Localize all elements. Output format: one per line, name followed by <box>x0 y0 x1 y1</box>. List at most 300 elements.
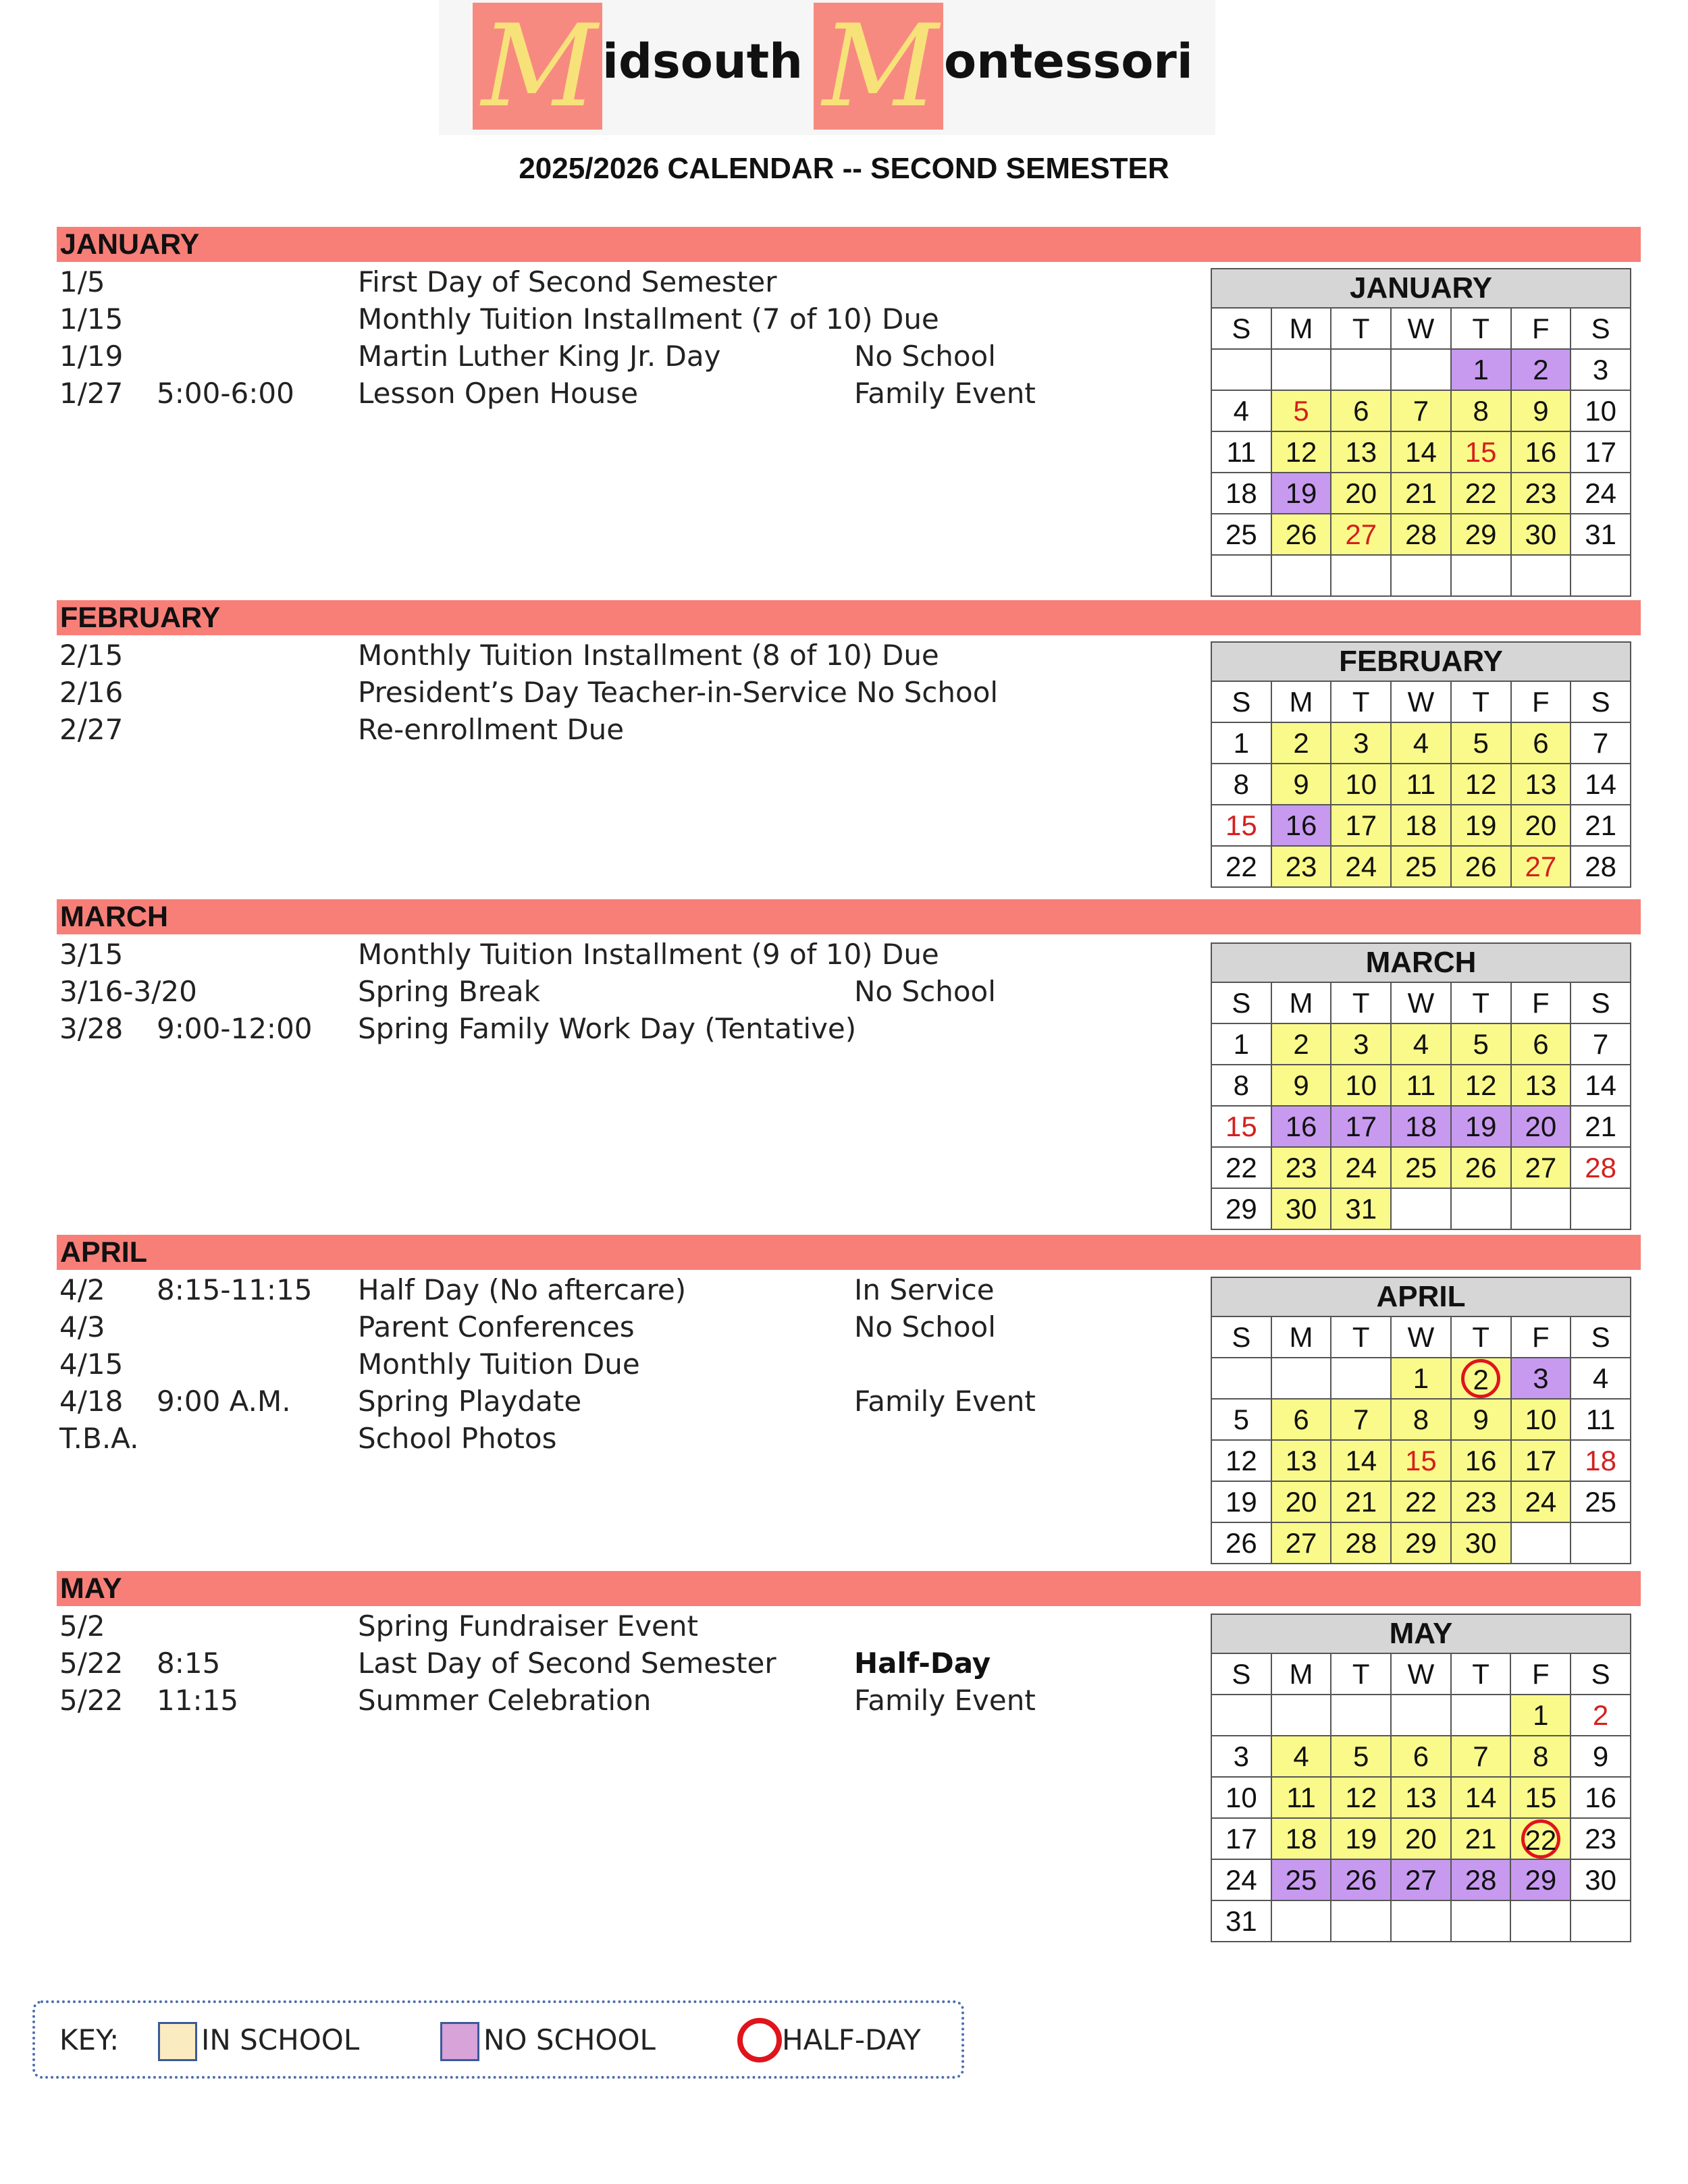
calendar-empty-cell <box>1331 1900 1391 1942</box>
logo-initial-box-1 <box>473 0 602 132</box>
calendar-day-cell: 18 <box>1391 805 1451 846</box>
calendar-day-cell: 30 <box>1511 514 1571 555</box>
calendar-day-cell: 9 <box>1571 1736 1631 1777</box>
event-time: 9:00-12:00 <box>157 1012 313 1045</box>
calendar-day-cell: 1 <box>1211 722 1271 764</box>
logo-initial-box-2 <box>814 0 943 132</box>
calendar-day-cell: 22 <box>1451 473 1511 514</box>
event-note: In Service <box>854 1273 995 1306</box>
calendar-day-cell: 29 <box>1451 514 1511 555</box>
calendar-title: JANUARY <box>1211 269 1631 308</box>
weekday-header: W <box>1391 681 1451 722</box>
calendar-day-cell: 4 <box>1391 1023 1451 1065</box>
weekday-header: F <box>1511 308 1571 349</box>
calendar-title-row <box>1211 1614 1631 1653</box>
calendar-day-cell: 26 <box>1451 846 1511 887</box>
calendar-day-cell: 6 <box>1331 390 1391 431</box>
calendar-day-cell: 14 <box>1331 1440 1391 1481</box>
event-description: Monthly Tuition Installment (8 of 10) Due <box>358 639 939 672</box>
weekday-header: S <box>1211 681 1271 722</box>
weekday-header-row <box>1211 1316 1631 1358</box>
calendar-week-row <box>1211 1777 1631 1818</box>
calendar-day-cell: 16 <box>1271 1106 1331 1147</box>
weekday-header: F <box>1511 982 1571 1023</box>
school-logo <box>439 0 1215 135</box>
event-description: Spring Break <box>358 975 540 1008</box>
calendar-empty-cell <box>1331 349 1391 390</box>
weekday-header: F <box>1510 1653 1571 1695</box>
event-description: Half Day (No aftercare) <box>358 1273 687 1306</box>
half-day-circle-icon <box>737 2018 782 2062</box>
event-row <box>0 1010 1182 1047</box>
event-description: Monthly Tuition Due <box>358 1348 640 1381</box>
weekday-header: T <box>1331 681 1391 722</box>
event-description: Last Day of Second Semester <box>358 1647 776 1680</box>
calendar-day-cell: 15 <box>1510 1777 1571 1818</box>
calendar-day-cell: 29 <box>1391 1522 1451 1564</box>
month-bar-label: MAY <box>60 1572 122 1605</box>
calendar-title: FEBRUARY <box>1211 642 1631 681</box>
event-note: Family Event <box>854 377 1036 410</box>
calendar-day-cell: 28 <box>1391 514 1451 555</box>
calendar-day-cell: 31 <box>1571 514 1631 555</box>
event-time: 8:15 <box>157 1647 221 1680</box>
calendar-day-cell: 28 <box>1451 1859 1511 1900</box>
calendar-day-cell: 5 <box>1271 390 1331 431</box>
calendar-empty-cell <box>1211 1695 1271 1736</box>
event-description: Parent Conferences <box>358 1310 635 1343</box>
event-row <box>0 1420 1182 1457</box>
calendar-day-cell: 14 <box>1451 1777 1511 1818</box>
calendar-day-cell: 19 <box>1451 805 1511 846</box>
calendar-day-cell: 26 <box>1271 514 1331 555</box>
weekday-header-row <box>1211 681 1631 722</box>
calendar-day-cell: 8 <box>1510 1736 1571 1777</box>
calendar-day-cell: 4 <box>1391 722 1451 764</box>
calendar-day-cell: 18 <box>1571 1440 1631 1481</box>
calendar-week-row <box>1211 1859 1631 1900</box>
calendar-day-cell: 12 <box>1331 1777 1391 1818</box>
event-row <box>0 674 1182 711</box>
calendar-title: MARCH <box>1211 943 1631 982</box>
calendar-empty-cell <box>1391 1900 1451 1942</box>
calendar-day-cell: 1 <box>1391 1358 1451 1399</box>
calendar-week-row <box>1211 473 1631 514</box>
key-label: KEY: <box>59 2023 120 2056</box>
calendar-day-cell: 25 <box>1271 1859 1331 1900</box>
calendar-day-cell: 27 <box>1331 514 1391 555</box>
calendar-day-cell: 7 <box>1571 1023 1631 1065</box>
event-description: Monthly Tuition Installment (7 of 10) Due <box>358 302 939 336</box>
calendar-day-cell: 22 <box>1211 846 1271 887</box>
event-date: 4/3 <box>59 1310 105 1343</box>
page-title: 2025/2026 CALENDAR -- SECOND SEMESTER <box>519 152 1169 185</box>
calendar-empty-cell <box>1511 1188 1571 1229</box>
calendar-week-row <box>1211 722 1631 764</box>
calendar-day-cell: 12 <box>1271 431 1331 473</box>
event-row <box>0 973 1182 1010</box>
calendar-day-cell: 6 <box>1511 1023 1571 1065</box>
calendar-day-cell: 20 <box>1391 1818 1451 1859</box>
legend-key <box>32 2000 964 2079</box>
calendar-empty-cell <box>1271 349 1331 390</box>
month-bar <box>57 1571 1641 1606</box>
calendar-day-cell: 5 <box>1331 1736 1391 1777</box>
calendar-week-row <box>1211 846 1631 887</box>
event-description: President’s Day Teacher-in-Service No School <box>358 676 999 709</box>
event-row <box>0 1271 1182 1308</box>
calendar-day-cell: 6 <box>1511 722 1571 764</box>
event-note: No School <box>854 975 996 1008</box>
calendar-day-cell: 10 <box>1571 390 1631 431</box>
calendar-day-cell: 5 <box>1211 1399 1271 1440</box>
calendar-empty-cell <box>1571 1188 1631 1229</box>
weekday-header: T <box>1451 1653 1511 1695</box>
event-description: School Photos <box>358 1422 557 1455</box>
calendar-day-cell: 11 <box>1391 1065 1451 1106</box>
weekday-header: W <box>1391 1316 1451 1358</box>
weekday-header: T <box>1451 1316 1511 1358</box>
calendar-week-row <box>1211 1522 1631 1564</box>
calendar-day-cell: 2 <box>1511 349 1571 390</box>
no-school-label: NO SCHOOL <box>483 2023 656 2056</box>
event-date: 3/16-3/20 <box>59 975 197 1008</box>
calendar-day-cell: 17 <box>1331 805 1391 846</box>
weekday-header: T <box>1331 982 1391 1023</box>
calendar-day-cell: 23 <box>1571 1818 1631 1859</box>
calendar-day-cell: 21 <box>1391 473 1451 514</box>
no-school-swatch <box>440 2022 479 2061</box>
calendar-day-cell: 16 <box>1451 1440 1511 1481</box>
month-bar <box>57 899 1641 934</box>
weekday-header: S <box>1211 308 1271 349</box>
calendar-week-row <box>1211 431 1631 473</box>
event-time: 5:00-6:00 <box>157 377 294 410</box>
calendar-day-cell: 19 <box>1331 1818 1391 1859</box>
calendar-week-row <box>1211 514 1631 555</box>
calendar-day-cell: 27 <box>1511 846 1571 887</box>
calendar-empty-cell <box>1451 555 1511 596</box>
calendar-empty-cell <box>1571 1900 1631 1942</box>
calendar-day-cell: 15 <box>1451 431 1511 473</box>
calendar-week-row <box>1211 1399 1631 1440</box>
event-row <box>0 711 1182 748</box>
calendar-day-cell: 26 <box>1331 1859 1391 1900</box>
calendar-day-cell: 13 <box>1511 764 1571 805</box>
calendar-empty-cell <box>1511 1522 1571 1564</box>
calendar-empty-cell <box>1571 555 1631 596</box>
calendar-day-cell: 15 <box>1211 1106 1271 1147</box>
calendar-day-cell: 14 <box>1571 764 1631 805</box>
event-description: First Day of Second Semester <box>358 265 777 298</box>
weekday-header: T <box>1451 308 1511 349</box>
event-description: Lesson Open House <box>358 377 639 410</box>
weekday-header: S <box>1571 681 1631 722</box>
calendar-week-row <box>1211 1695 1631 1736</box>
calendar-day-cell: 9 <box>1271 1065 1331 1106</box>
calendar-day-cell: 20 <box>1511 805 1571 846</box>
weekday-header: T <box>1331 1653 1391 1695</box>
event-date: T.B.A. <box>59 1422 139 1455</box>
calendar-day-cell: 4 <box>1271 1736 1331 1777</box>
event-row <box>0 1607 1182 1645</box>
weekday-header: W <box>1391 982 1451 1023</box>
event-row <box>0 375 1182 412</box>
weekday-header-row <box>1211 1653 1631 1695</box>
calendar-day-cell: 2 <box>1271 722 1331 764</box>
calendar-day-cell: 21 <box>1451 1818 1511 1859</box>
event-date: 4/2 <box>59 1273 105 1306</box>
calendar-day-cell: 20 <box>1331 473 1391 514</box>
calendar-day-cell: 21 <box>1571 805 1631 846</box>
mini-calendar <box>1211 1614 1631 1942</box>
event-row <box>0 1682 1182 1719</box>
calendar-day-cell: 19 <box>1211 1481 1271 1522</box>
calendar-day-cell <box>1451 1358 1511 1399</box>
calendar-day-cell: 16 <box>1271 805 1331 846</box>
calendar-week-row <box>1211 390 1631 431</box>
calendar-empty-cell <box>1451 1695 1511 1736</box>
calendar-week-row <box>1211 1023 1631 1065</box>
calendar-day-cell: 22 <box>1211 1147 1271 1188</box>
event-row <box>0 1308 1182 1346</box>
event-description: Summer Celebration <box>358 1684 652 1717</box>
calendar-day-cell: 17 <box>1331 1106 1391 1147</box>
calendar-title-row <box>1211 642 1631 681</box>
event-time: 11:15 <box>157 1684 239 1717</box>
mini-calendar <box>1211 1277 1631 1564</box>
calendar-empty-cell <box>1511 555 1571 596</box>
calendar-day-cell: 10 <box>1211 1777 1271 1818</box>
weekday-header-row <box>1211 982 1631 1023</box>
month-bar-label: APRIL <box>60 1236 147 1269</box>
calendar-day-cell: 6 <box>1271 1399 1331 1440</box>
calendar-empty-cell <box>1391 349 1451 390</box>
calendar-empty-cell <box>1211 1358 1271 1399</box>
calendar-empty-cell <box>1391 555 1451 596</box>
in-school-swatch <box>158 2022 197 2061</box>
calendar-day-cell: 15 <box>1211 805 1271 846</box>
calendar-day-cell: 28 <box>1331 1522 1391 1564</box>
calendar-day-cell: 5 <box>1451 722 1511 764</box>
weekday-header: W <box>1391 1653 1451 1695</box>
in-school-label: IN SCHOOL <box>201 2023 360 2056</box>
event-time: 8:15-11:15 <box>157 1273 313 1306</box>
calendar-day-cell: 5 <box>1451 1023 1511 1065</box>
calendar-day-cell: 10 <box>1331 764 1391 805</box>
calendar-day-cell: 18 <box>1211 473 1271 514</box>
calendar-day-cell: 9 <box>1511 390 1571 431</box>
calendar-day-cell: 11 <box>1271 1777 1331 1818</box>
logo-initial-2: M <box>822 0 935 132</box>
calendar-empty-cell <box>1331 555 1391 596</box>
calendar-week-row <box>1211 1440 1631 1481</box>
event-description: Martin Luther King Jr. Day <box>358 340 721 373</box>
mini-calendar <box>1211 942 1631 1230</box>
calendar-empty-cell <box>1271 1695 1331 1736</box>
event-row <box>0 1346 1182 1383</box>
calendar-day-cell: 26 <box>1211 1522 1271 1564</box>
event-description: Re-enrollment Due <box>358 713 625 746</box>
calendar-day-cell: 12 <box>1211 1440 1271 1481</box>
calendar-day-cell: 11 <box>1211 431 1271 473</box>
calendar-empty-cell <box>1451 1900 1511 1942</box>
calendar-day-cell: 30 <box>1571 1859 1631 1900</box>
calendar-week-row <box>1211 1188 1631 1229</box>
calendar-week-row <box>1211 1358 1631 1399</box>
calendar-day-cell: 1 <box>1510 1695 1571 1736</box>
calendar-title: APRIL <box>1211 1277 1631 1316</box>
event-date: 5/2 <box>59 1609 105 1643</box>
calendar-empty-cell <box>1211 349 1271 390</box>
calendar-day-cell: 28 <box>1571 846 1631 887</box>
calendar-empty-cell <box>1451 1188 1511 1229</box>
event-date: 3/15 <box>59 938 124 971</box>
event-date: 2/16 <box>59 676 124 709</box>
calendar-day-cell: 30 <box>1451 1522 1511 1564</box>
calendar-day-cell: 8 <box>1211 1065 1271 1106</box>
calendar-day-cell: 23 <box>1271 846 1331 887</box>
calendar-day-cell: 16 <box>1571 1777 1631 1818</box>
weekday-header: T <box>1331 308 1391 349</box>
calendar-week-row <box>1211 349 1631 390</box>
calendar-empty-cell <box>1331 1358 1391 1399</box>
calendar-day-cell: 27 <box>1511 1147 1571 1188</box>
calendar-day-cell: 17 <box>1511 1440 1571 1481</box>
weekday-header: M <box>1271 308 1331 349</box>
calendar-title: MAY <box>1211 1614 1631 1653</box>
calendar-day-cell: 27 <box>1271 1522 1331 1564</box>
calendar-day-cell: 11 <box>1571 1399 1631 1440</box>
event-description: Spring Family Work Day (Tentative) <box>358 1012 857 1045</box>
calendar-day-cell: 23 <box>1271 1147 1331 1188</box>
calendar-day-cell: 13 <box>1331 431 1391 473</box>
weekday-header: S <box>1211 1653 1271 1695</box>
weekday-header: S <box>1571 982 1631 1023</box>
event-date: 1/15 <box>59 302 124 336</box>
calendar-empty-cell <box>1271 1900 1331 1942</box>
calendar-day-cell: 16 <box>1511 431 1571 473</box>
calendar-day-cell: 26 <box>1451 1147 1511 1188</box>
calendar-day-cell <box>1510 1818 1571 1859</box>
calendar-day-cell: 23 <box>1511 473 1571 514</box>
calendar-week-row <box>1211 805 1631 846</box>
event-row <box>0 637 1182 674</box>
calendar-day-cell: 19 <box>1451 1106 1511 1147</box>
calendar-day-cell: 24 <box>1511 1481 1571 1522</box>
calendar-day-cell: 20 <box>1511 1106 1571 1147</box>
logo-word-1: idsouth <box>602 34 803 89</box>
calendar-day-cell: 3 <box>1511 1358 1571 1399</box>
calendar-day-cell: 9 <box>1271 764 1331 805</box>
event-date: 2/15 <box>59 639 124 672</box>
calendar-title-row <box>1211 1277 1631 1316</box>
event-row <box>0 300 1182 338</box>
calendar-day-cell: 19 <box>1271 473 1331 514</box>
calendar-week-row <box>1211 1106 1631 1147</box>
calendar-day-cell: 31 <box>1331 1188 1391 1229</box>
calendar-day-cell: 3 <box>1211 1736 1271 1777</box>
logo-word-2: ontessori <box>944 34 1193 89</box>
calendar-day-cell: 6 <box>1391 1736 1451 1777</box>
calendar-day-cell: 9 <box>1451 1399 1511 1440</box>
calendar-day-cell: 24 <box>1331 846 1391 887</box>
calendar-day-cell: 21 <box>1571 1106 1631 1147</box>
month-bar-label: JANUARY <box>60 228 200 261</box>
calendar-day-cell: 7 <box>1391 390 1451 431</box>
event-date: 3/28 <box>59 1012 124 1045</box>
calendar-empty-cell <box>1271 1358 1331 1399</box>
event-row <box>0 338 1182 375</box>
mini-calendar <box>1211 641 1631 888</box>
calendar-day-cell: 22 <box>1391 1481 1451 1522</box>
weekday-header: F <box>1511 681 1571 722</box>
calendar-day-cell: 12 <box>1451 764 1511 805</box>
event-time: 9:00 A.M. <box>157 1385 291 1418</box>
calendar-day-cell: 25 <box>1211 514 1271 555</box>
half-day-marker: 22 <box>1521 1819 1560 1859</box>
month-bar-label: FEBRUARY <box>60 602 221 634</box>
calendar-empty-cell <box>1391 1188 1451 1229</box>
calendar-day-cell: 17 <box>1571 431 1631 473</box>
calendar-week-row <box>1211 1147 1631 1188</box>
weekday-header: S <box>1571 1316 1631 1358</box>
calendar-day-cell: 13 <box>1271 1440 1331 1481</box>
calendar-day-cell: 31 <box>1211 1900 1271 1942</box>
calendar-day-cell: 10 <box>1331 1065 1391 1106</box>
calendar-day-cell: 20 <box>1271 1481 1331 1522</box>
calendar-empty-cell <box>1331 1695 1391 1736</box>
calendar-empty-cell <box>1510 1900 1571 1942</box>
calendar-day-cell: 24 <box>1331 1147 1391 1188</box>
event-note: Family Event <box>854 1684 1036 1717</box>
event-row <box>0 263 1182 300</box>
event-date: 5/22 <box>59 1684 124 1717</box>
weekday-header: S <box>1211 1316 1271 1358</box>
calendar-empty-cell <box>1571 1522 1631 1564</box>
calendar-day-cell: 17 <box>1211 1818 1271 1859</box>
logo-initial-1: M <box>481 0 594 132</box>
calendar-day-cell: 4 <box>1211 390 1271 431</box>
half-day-label: HALF-DAY <box>782 2023 921 2056</box>
event-description: Spring Fundraiser Event <box>358 1609 698 1643</box>
weekday-header: M <box>1271 1316 1331 1358</box>
calendar-day-cell: 7 <box>1331 1399 1391 1440</box>
event-note: No School <box>854 1310 996 1343</box>
weekday-header: S <box>1211 982 1271 1023</box>
weekday-header: M <box>1271 982 1331 1023</box>
weekday-header-row <box>1211 308 1631 349</box>
month-bar <box>57 1235 1641 1270</box>
calendar-day-cell: 23 <box>1451 1481 1511 1522</box>
calendar-day-cell: 14 <box>1391 431 1451 473</box>
calendar-day-cell: 13 <box>1511 1065 1571 1106</box>
calendar-week-row <box>1211 1065 1631 1106</box>
calendar-empty-cell <box>1391 1695 1451 1736</box>
weekday-header: T <box>1331 1316 1391 1358</box>
calendar-day-cell: 25 <box>1391 846 1451 887</box>
calendar-week-row <box>1211 555 1631 596</box>
calendar-week-row <box>1211 764 1631 805</box>
event-date: 1/5 <box>59 265 105 298</box>
month-bar <box>57 600 1641 635</box>
calendar-day-cell: 27 <box>1391 1859 1451 1900</box>
calendar-day-cell: 21 <box>1331 1481 1391 1522</box>
calendar-week-row <box>1211 1481 1631 1522</box>
event-note: Family Event <box>854 1385 1036 1418</box>
event-date: 1/19 <box>59 340 124 373</box>
calendar-day-cell: 1 <box>1211 1023 1271 1065</box>
